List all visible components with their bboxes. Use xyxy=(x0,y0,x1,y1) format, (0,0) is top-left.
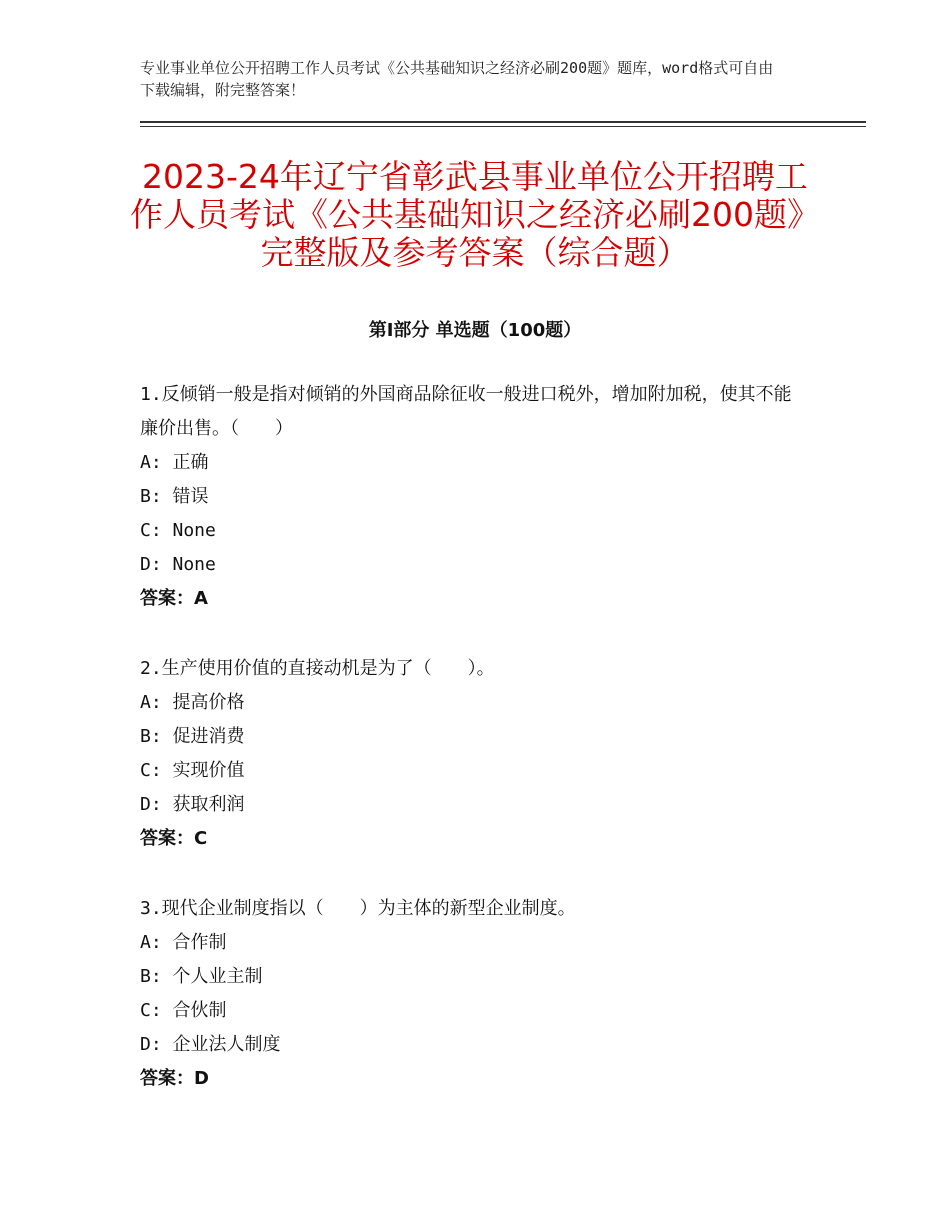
option-a: A: 正确 xyxy=(140,452,209,473)
option-c: C: None xyxy=(140,520,216,541)
option-b: B: 错误 xyxy=(140,486,209,507)
option-c: C: 合伙制 xyxy=(140,1000,227,1021)
option-b: B: 个人业主制 xyxy=(140,966,263,987)
answer: 答案：C xyxy=(140,828,208,849)
question-stem: 1.反倾销一般是指对倾销的外国商品除征收一般进口税外，增加附加税，使其不能廉价出售。（ ） xyxy=(140,384,792,439)
option-d: D: 企业法人制度 xyxy=(140,1034,281,1055)
question-stem: 3.现代企业制度指以（ ）为主体的新型企业制度。 xyxy=(140,898,576,919)
option-c: C: 实现价值 xyxy=(140,760,245,781)
option-a: A: 合作制 xyxy=(140,932,227,953)
option-b: B: 促进消费 xyxy=(140,726,245,747)
question-3 xyxy=(140,892,800,1096)
option-d: D: 获取利润 xyxy=(140,794,245,815)
option-a: A: 提高价格 xyxy=(140,692,245,713)
option-d: D: None xyxy=(140,554,216,575)
header-note: 专业事业单位公开招聘工作人员考试《公共基础知识之经济必刷200题》题库，word格式可自由下载编辑，附完整答案！ xyxy=(140,59,774,99)
question-1 xyxy=(140,378,800,616)
header-divider-thick xyxy=(140,121,866,123)
question-stem: 2.生产使用价值的直接动机是为了（ ）。 xyxy=(140,658,495,679)
question-2 xyxy=(140,652,800,856)
document-title: 2023-24年辽宁省彰武县事业单位公开招聘工作人员考试《公共基础知识之经济必刷200题》完整版及参考答案（综合题） xyxy=(130,157,820,272)
header-divider-thin xyxy=(140,126,866,127)
answer: 答案：A xyxy=(140,588,208,609)
section-heading: 第I部分 单选题（100题） xyxy=(368,320,582,341)
answer: 答案：D xyxy=(140,1068,209,1089)
